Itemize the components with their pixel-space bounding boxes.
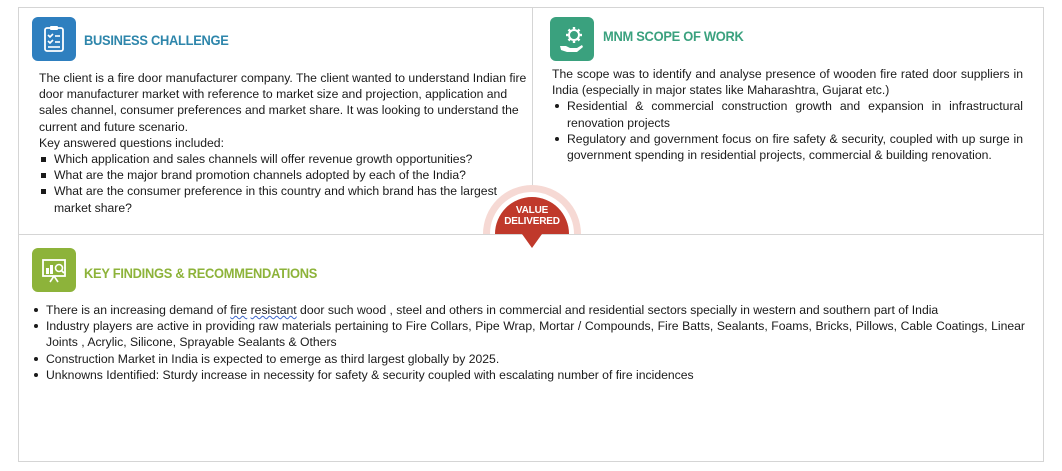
scope-title: MNM SCOPE OF WORK <box>603 28 744 44</box>
list-item: Unknowns Identified: Sturdy increase in necessity for safety & security coupled with escalating number of fire incidences <box>31 367 1025 383</box>
finding-1-pre: There is an increasing demand of <box>46 303 231 317</box>
list-item: Regulatory and government focus on fire safety & security, coupled with up surge in government spending in residential projects, commercial & building renovation. <box>552 131 1023 163</box>
spellcheck-word-fire: fire <box>230 303 248 317</box>
questions-list <box>39 151 529 216</box>
spellcheck-word-resistant: resistant <box>250 303 297 317</box>
clipboard-checklist-icon <box>32 17 76 61</box>
finding-1-post: door such wood , steel and others in commercial and residential sectors specially in western and southern part of India <box>296 303 939 317</box>
scope-body <box>552 66 1023 163</box>
challenge-intro: The client is a fire door manufacturer company. The client wanted to understand Indian fire door manufacturer market with reference to market size and projection, application and sales channel, consumer preferences and market share. It was looking to understand the current and future scenario. <box>39 71 527 134</box>
list-item: Which application and sales channels will offer revenue growth opportunities? <box>39 151 529 167</box>
findings-title: KEY FINDINGS & RECOMMENDATIONS <box>84 265 318 281</box>
badge-line-2: DELIVERED <box>504 216 560 227</box>
chart-magnifier-icon <box>32 248 76 292</box>
badge-line-1: VALUE <box>515 205 549 216</box>
list-item: Industry players are active in providing raw materials pertaining to Fire Collars, Pipe Wrap, Mortar / Compounds, Fire Batts, Sealants, Foams, Bricks, Pillows, Cable Coatings, Linear Joints , Acrylic, Silicone, Sprayable Sealants & Others <box>31 318 1025 350</box>
list-item: Residential & commercial construction growth and expansion in infrastructural renovation projects <box>552 98 1023 130</box>
gear-hand-icon <box>550 17 594 61</box>
list-item <box>31 302 1025 318</box>
findings-list <box>31 302 1025 383</box>
list-item: What are the consumer preference in this country and which brand has the largest market share? <box>39 183 529 215</box>
list-item: What are the major brand promotion channels adopted by each of the India? <box>39 167 529 183</box>
scope-list <box>552 98 1023 163</box>
business-challenge-title: BUSINESS CHALLENGE <box>84 32 229 48</box>
findings-body <box>31 302 1025 383</box>
business-challenge-body <box>39 70 529 216</box>
questions-label: Key answered questions included: <box>39 135 224 150</box>
list-item: Construction Market in India is expected to emerge as third largest globally by 2025. <box>31 351 1025 367</box>
scope-intro: The scope was to identify and analyse presence of wooden fire rated door suppliers in India (especially in major states like Maharashtra, Gujarat etc.) <box>552 67 1023 98</box>
value-delivered-label <box>479 205 585 227</box>
